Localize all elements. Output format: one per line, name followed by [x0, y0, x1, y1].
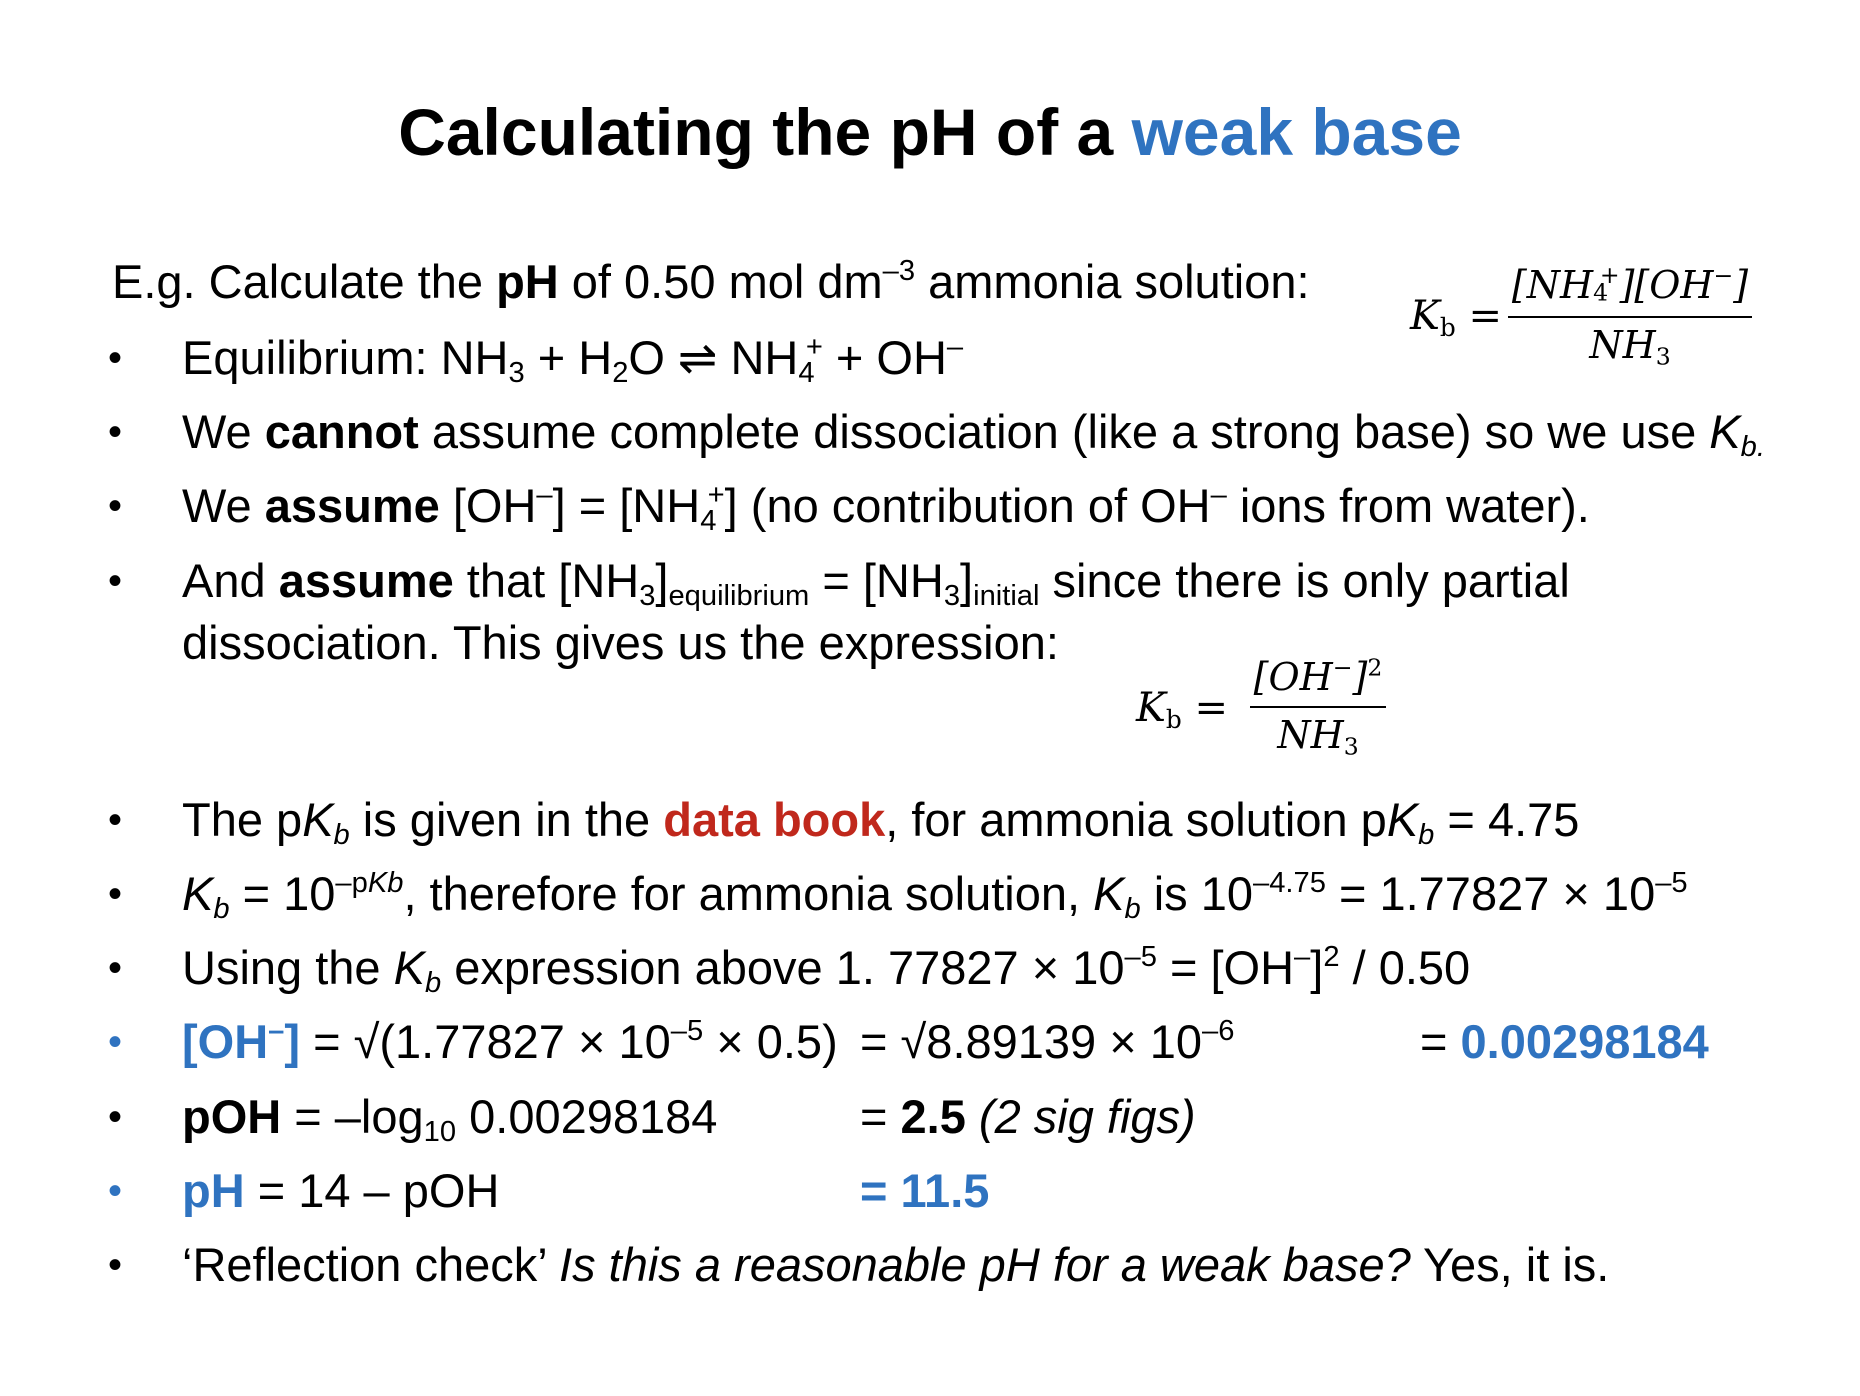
data-book-highlight: data book — [663, 793, 886, 846]
b4-s2: equilibrium — [668, 580, 810, 613]
b8-res: 0.00298184 — [1460, 1015, 1709, 1068]
b7-sup1: –5 — [1124, 940, 1157, 973]
kb-formula-full-denominator — [1508, 322, 1752, 371]
kb-formula-simplified — [1136, 648, 1396, 768]
b4-s3: 3 — [943, 580, 961, 613]
bullet-equilibrium — [182, 328, 963, 388]
b1-sup: + — [805, 330, 823, 363]
b8-sup1: – — [268, 1014, 285, 1047]
b9-res: 2.5 — [900, 1090, 966, 1143]
slide-title — [0, 92, 1860, 172]
kb2-sub: b — [1165, 704, 1182, 734]
b4-d: ] — [655, 554, 669, 607]
bullet-ph-calc — [182, 1161, 499, 1221]
b1-c: O ⇌ NH — [628, 331, 799, 384]
kb-formula-full-lhs — [1410, 292, 1502, 340]
b2-ksub: b. — [1740, 431, 1765, 464]
intro-text-a: E.g. Calculate the — [112, 255, 497, 308]
b1-s1: 3 — [508, 357, 525, 390]
b6-b: , therefore for ammonia solution, — [403, 867, 1094, 920]
b6-d: = 1.77827 × 10 — [1325, 867, 1656, 920]
b11-b: Is this a reasonable pH for a weak base? — [559, 1238, 1411, 1291]
b9-sub: 10 — [423, 1116, 457, 1149]
b7-e: / 0.50 — [1339, 941, 1471, 994]
b3-d: ] = [NH — [552, 479, 701, 532]
kb-formula-full — [1410, 256, 1750, 376]
den-part: NH — [1589, 323, 1656, 367]
b6-a: = 10 — [229, 867, 336, 920]
den-sub: 3 — [1655, 342, 1671, 371]
b6-sup2: –4.75 — [1253, 866, 1326, 899]
b8-c: = √(1.77827 × 10 — [300, 1015, 671, 1068]
b6-sup-k: Kb — [367, 866, 404, 899]
b6-ks2: b — [1124, 893, 1141, 926]
bullet-kb-value — [182, 864, 1688, 924]
b3-assume: assume — [264, 479, 440, 532]
b1-sup2: – — [946, 330, 964, 363]
bullet-icon: • — [108, 484, 123, 528]
kb-formula-full-numerator — [1508, 262, 1752, 308]
b5-ks2: b — [1418, 819, 1435, 852]
b8-oh-a: [OH — [182, 1015, 269, 1068]
b5-ks: b — [333, 819, 350, 852]
bullet-assume-oh — [182, 476, 1590, 536]
b6-sup3: –5 — [1655, 866, 1688, 899]
b8-mid: = √8.89139 × 10 — [860, 1015, 1203, 1068]
b7-k: K — [393, 941, 425, 994]
intro-sup: –3 — [882, 254, 916, 287]
kb2-symbol: K — [1136, 685, 1166, 731]
b9-mid: = — [860, 1090, 901, 1143]
bullet-icon: • — [108, 1243, 123, 1287]
b7-sup3: 2 — [1323, 940, 1340, 973]
b2-k: K — [1709, 405, 1741, 458]
title-main: Calculating the pH of a — [398, 95, 1132, 169]
b1-a: Equilibrium: NH — [182, 331, 509, 384]
b3-sub1: 4 — [700, 505, 717, 538]
b11-c: Yes, it is. — [1410, 1238, 1610, 1291]
num2-b: ] — [1352, 655, 1368, 699]
bullet-icon: • — [108, 798, 123, 842]
b5-d: , for ammonia solution p — [885, 793, 1387, 846]
kb-formula-simplified-lhs — [1136, 684, 1228, 732]
num2-sup2: 2 — [1367, 653, 1383, 682]
num-part-c: ] — [1733, 263, 1749, 307]
b9-c: 0.00298184 — [456, 1090, 718, 1143]
b3-sup2: + — [707, 478, 725, 511]
b1-s3: 4 — [798, 357, 815, 390]
b5-k2: K — [1386, 793, 1419, 846]
b5-e: = 4.75 — [1434, 793, 1580, 846]
kb-formula-simplified-denominator — [1250, 712, 1386, 761]
bullet-using-kb — [182, 938, 1470, 998]
bullet-icon: • — [108, 946, 123, 990]
b4-c: that [NH — [453, 554, 640, 607]
num-part-b: ][OH — [1619, 263, 1714, 307]
b2-a: We — [182, 405, 265, 458]
b9-note: (2 sig figs) — [965, 1090, 1196, 1143]
oh-calc-middle — [860, 1012, 1234, 1072]
b6-k2: K — [1093, 867, 1125, 920]
bullet-reflection-check — [182, 1235, 1609, 1295]
ph-result: = 11.5 — [860, 1164, 990, 1217]
b8-res-pre: = — [1420, 1015, 1461, 1068]
intro-text-d: ammonia solution: — [915, 255, 1310, 308]
b7-d: ] — [1310, 941, 1324, 994]
den2-sub: 3 — [1343, 732, 1359, 761]
b8-sup2: –5 — [670, 1014, 704, 1047]
b6-sup-text: –p — [335, 866, 368, 899]
oh-result — [1420, 1012, 1709, 1072]
b10-b: = 14 – pOH — [244, 1164, 500, 1217]
b7-ks: b — [424, 967, 442, 1000]
b5-a: The p — [182, 793, 303, 846]
bullet-icon: • — [108, 872, 123, 916]
bullet-pkb-data-book — [182, 790, 1579, 850]
b8-sup3: –6 — [1202, 1014, 1235, 1047]
kb-formula-simplified-numerator — [1250, 654, 1386, 700]
b2-c: assume complete dissociation (like a strong base) so we use — [418, 405, 1710, 458]
b10-ph: pH — [182, 1164, 245, 1217]
poh-result — [860, 1087, 1196, 1147]
kb-sub: b — [1439, 312, 1456, 342]
b6-k: K — [182, 867, 214, 920]
b4-assume: assume — [278, 554, 454, 607]
b5-k: K — [302, 793, 334, 846]
bullet-icon: • — [108, 1020, 123, 1064]
b9-poh: pOH — [182, 1090, 282, 1143]
equals-sign: = — [1181, 685, 1228, 731]
b7-a: Using the — [182, 941, 394, 994]
b4-f: ] — [960, 554, 974, 607]
num-sup: + — [1599, 261, 1620, 290]
b4-g: since there is only partial — [1039, 554, 1570, 607]
fraction-bar — [1250, 706, 1386, 708]
b3-sup3: – — [1210, 478, 1227, 511]
bullet-poh-calc — [182, 1087, 717, 1147]
b3-sup1: – — [536, 478, 553, 511]
bullet-assume-nh3-line2: dissociation. This gives us the expression: — [182, 616, 1059, 669]
bullet-icon: • — [108, 1095, 123, 1139]
b6-c: is 10 — [1140, 867, 1254, 920]
num2-a: [OH — [1253, 655, 1333, 699]
equals-sign: = — [1455, 293, 1502, 339]
b3-c: [OH — [439, 479, 537, 532]
num2-sup: − — [1332, 653, 1353, 682]
b8-d: × 0.5) — [703, 1015, 838, 1068]
bullet-icon: • — [108, 1169, 123, 1213]
num-sup2: − — [1713, 261, 1734, 290]
b2-cannot: cannot — [264, 405, 419, 458]
b1-s2: 2 — [612, 357, 629, 390]
b9-b: = –log — [281, 1090, 424, 1143]
b3-f: ions from water). — [1226, 479, 1590, 532]
b8-oh-b: ] — [284, 1015, 301, 1068]
b5-c: is given in the — [349, 793, 664, 846]
bullet-cannot-assume — [182, 402, 1765, 462]
fraction-bar — [1508, 316, 1752, 318]
b3-a: We — [182, 479, 265, 532]
intro-line — [112, 252, 1310, 312]
b4-a: And — [182, 554, 279, 607]
bullet-icon: • — [108, 410, 123, 454]
kb-symbol: K — [1410, 293, 1440, 339]
b11-a: ‘Reflection check’ — [182, 1238, 560, 1291]
b7-b: expression above 1. 77827 × 10 — [441, 941, 1125, 994]
num-part-a: [NH — [1511, 263, 1594, 307]
b4-e: = [NH — [809, 554, 944, 607]
b7-sup2: – — [1294, 940, 1311, 973]
b6-ks: b — [213, 893, 230, 926]
bullet-oh-calc — [182, 1012, 838, 1072]
b1-b: + H — [524, 331, 613, 384]
b4-s1: 3 — [639, 580, 656, 613]
b6-sup — [335, 867, 403, 899]
b3-e: ] (no contribution of OH — [724, 479, 1211, 532]
num-sub: 4 — [1593, 278, 1609, 307]
b4-s4: initial — [973, 580, 1040, 613]
bullet-icon: • — [108, 336, 123, 380]
b7-c: = [OH — [1156, 941, 1295, 994]
bullet-icon: • — [108, 559, 123, 603]
den2-part: NH — [1277, 713, 1344, 757]
intro-text-c: of 0.50 mol dm — [558, 255, 883, 308]
bullet-assume-nh3 — [182, 551, 1570, 611]
intro-ph: pH — [496, 255, 559, 308]
title-highlight: weak base — [1131, 95, 1462, 169]
b1-d: + OH — [822, 331, 947, 384]
